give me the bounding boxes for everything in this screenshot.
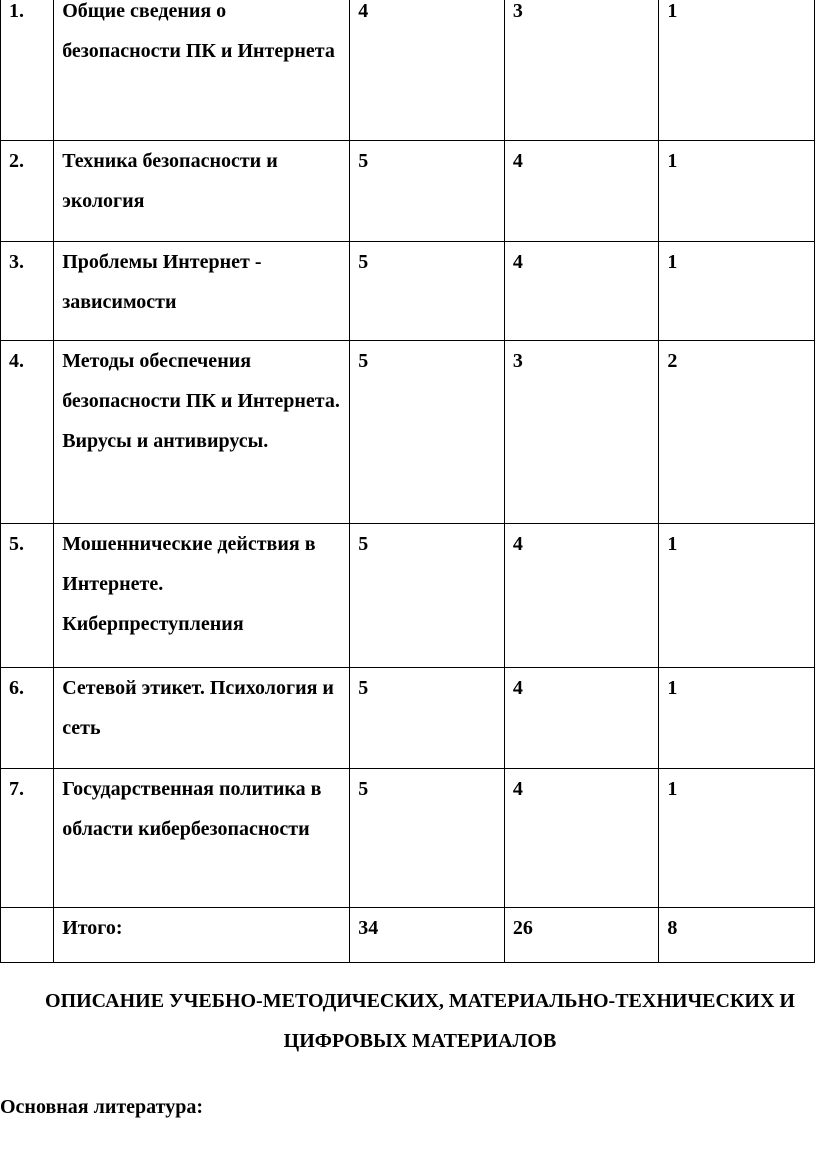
row-total-hours: 5: [350, 668, 505, 769]
row-topic: Мошеннические действия в Интернете. Киберпреступления: [54, 524, 350, 668]
total-hours-sum: 34: [350, 908, 505, 963]
row-total-hours: 5: [350, 141, 505, 242]
theory-hours-sum: 26: [504, 908, 659, 963]
row-total-hours: 5: [350, 769, 505, 908]
row-theory-hours: 3: [504, 341, 659, 524]
row-total-hours: 5: [350, 524, 505, 668]
row-theory-hours: 3: [504, 0, 659, 141]
table-row: [1, 0, 815, 141]
table-row: [1, 341, 815, 524]
row-number: 6.: [1, 668, 54, 769]
row-theory-hours: 4: [504, 242, 659, 341]
row-topic: Техника безопасности и экология: [54, 141, 350, 242]
row-practice-hours: 1: [659, 242, 815, 341]
row-number: 3.: [1, 242, 54, 341]
row-topic: Общие сведения о безопасности ПК и Интернета: [54, 0, 350, 141]
literature-heading: Основная литература:: [0, 1096, 203, 1118]
row-topic: Сетевой этикет. Психология и сеть: [54, 668, 350, 769]
row-total-hours: 5: [350, 341, 505, 524]
row-topic: Методы обеспечения безопасности ПК и Интернета. Вирусы и антивирусы.: [54, 341, 350, 524]
row-number: 4.: [1, 341, 54, 524]
row-topic: Государственная политика в области кибербезопасности: [54, 769, 350, 908]
total-label: Итого:: [54, 908, 350, 963]
row-practice-hours: 1: [659, 668, 815, 769]
row-practice-hours: 1: [659, 141, 815, 242]
table-row: [1, 141, 815, 242]
table-total-row: [1, 908, 815, 963]
row-practice-hours: 1: [659, 0, 815, 141]
row-total-hours: 5: [350, 242, 505, 341]
row-theory-hours: 4: [504, 141, 659, 242]
row-number: 5.: [1, 524, 54, 668]
table-row: [1, 769, 815, 908]
table-row: [1, 668, 815, 769]
table-row: [1, 524, 815, 668]
section-heading: ОПИСАНИЕ УЧЕБНО-МЕТОДИЧЕСКИХ, МАТЕРИАЛЬНО-ТЕХНИЧЕСКИХ И ЦИФРОВЫХ МАТЕРИАЛОВ: [45, 990, 795, 1052]
row-practice-hours: 1: [659, 524, 815, 668]
row-theory-hours: 4: [504, 524, 659, 668]
table-row: [1, 242, 815, 341]
row-total-hours: 4: [350, 0, 505, 141]
row-practice-hours: 2: [659, 341, 815, 524]
row-number: 1.: [1, 0, 54, 141]
row-practice-hours: 1: [659, 769, 815, 908]
practice-hours-sum: 8: [659, 908, 815, 963]
row-number: 2.: [1, 141, 54, 242]
row-number: [1, 908, 54, 963]
row-theory-hours: 4: [504, 769, 659, 908]
row-topic: Проблемы Интернет - зависимости: [54, 242, 350, 341]
row-theory-hours: 4: [504, 668, 659, 769]
row-number: 7.: [1, 769, 54, 908]
